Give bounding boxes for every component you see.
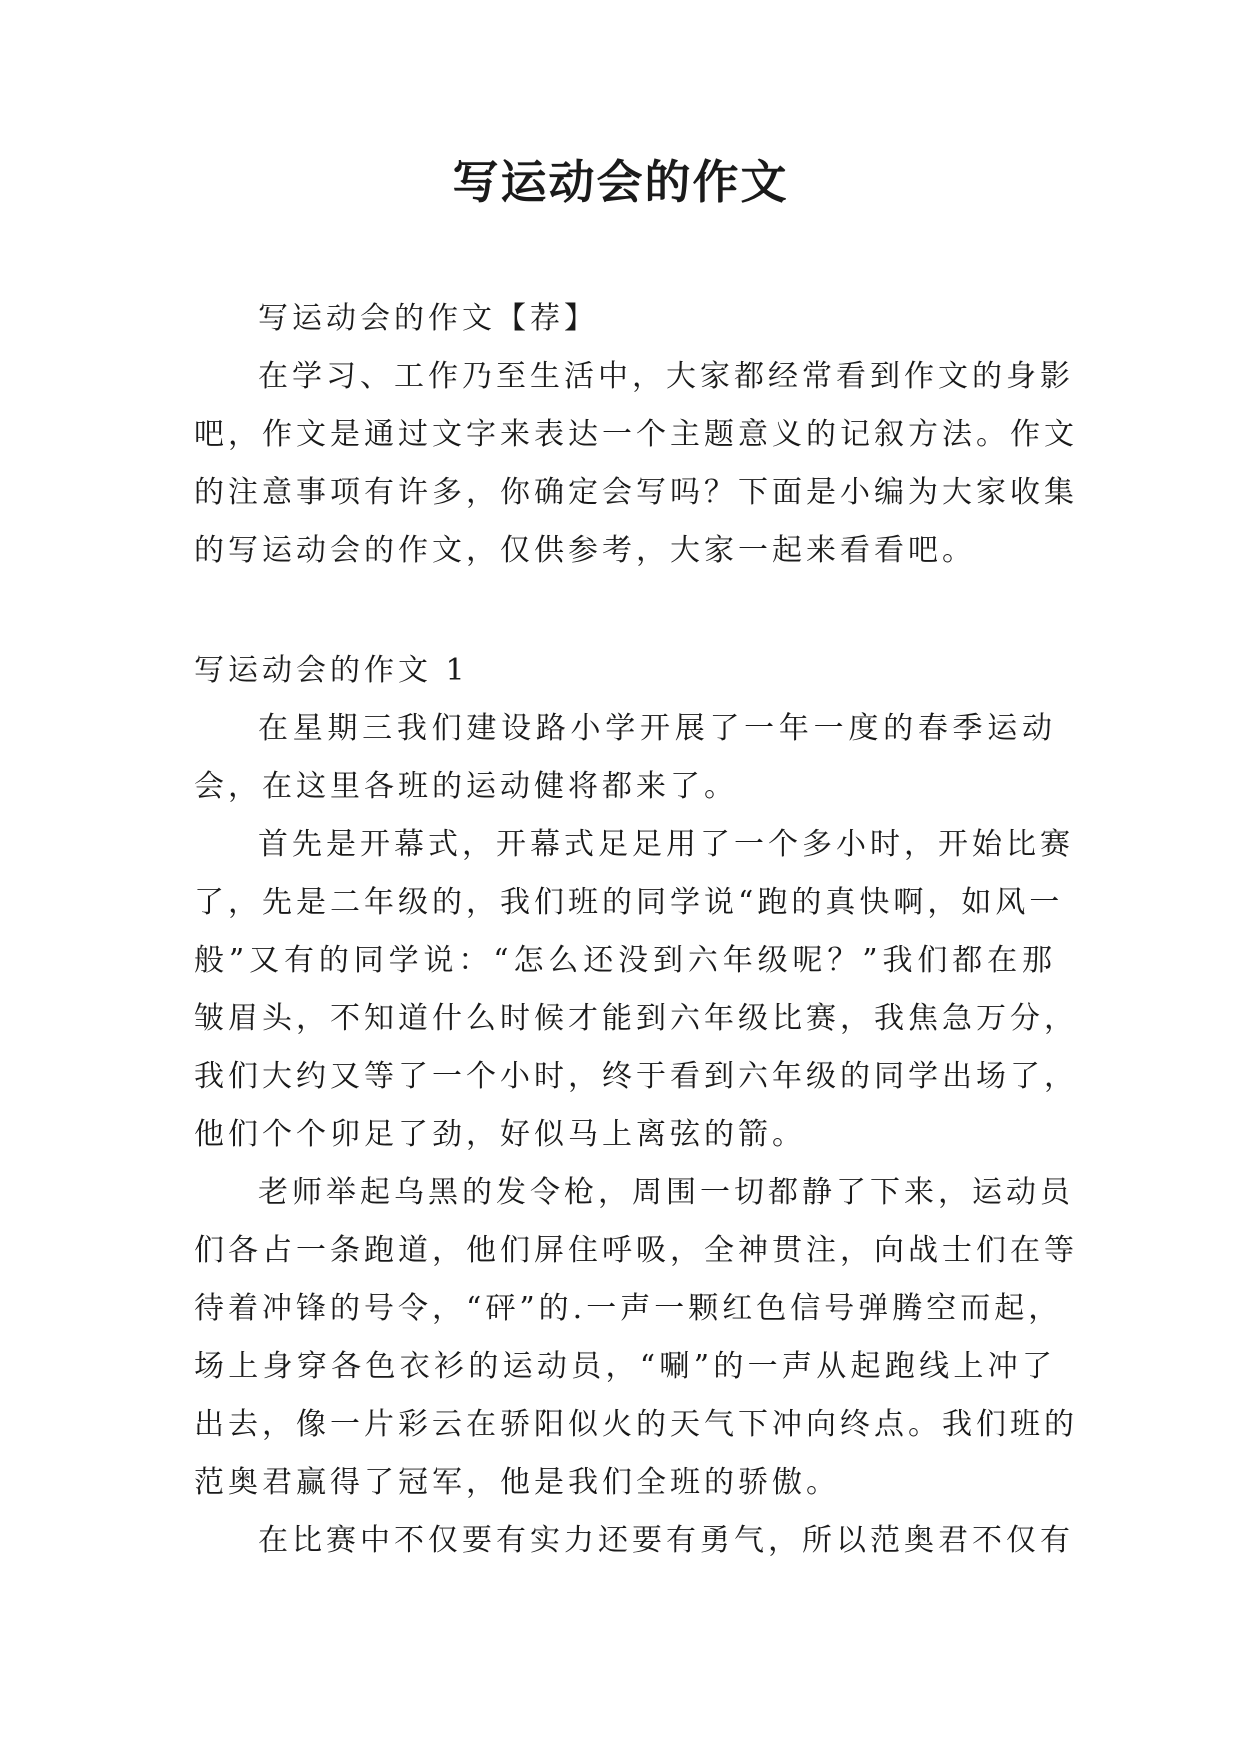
intro-subtitle: 写运动会的作文【荐】 <box>258 301 598 336</box>
paragraph-line: 首先是开幕式，开幕式足足用了一个多小时，开始比赛 <box>258 827 1074 862</box>
paragraph-line: 吧，作文是通过文字来表达一个主题意义的记叙方法。作文 <box>194 417 1078 452</box>
document-title: 写运动会的作文 <box>452 155 789 209</box>
paragraph-line: 了，先是二年级的，我们班的同学说“跑的真快啊，如风一 <box>194 885 1064 920</box>
paragraph-line: 在比赛中不仅要有实力还要有勇气，所以范奥君不仅有 <box>258 1523 1074 1558</box>
paragraph-line: 出去，像一片彩云在骄阳似火的天气下冲向终点。我们班的 <box>194 1407 1078 1442</box>
essay-section <box>194 642 1078 1570</box>
paragraph-line: 般”又有的同学说：“怎么还没到六年级呢？”我们都在那 <box>194 943 1056 978</box>
paragraph-line: 他们个个卯足了劲，好似马上离弦的箭。 <box>194 1117 806 1152</box>
paragraph-line: 在学习、工作乃至生活中，大家都经常看到作文的身影 <box>258 359 1074 394</box>
paragraph-line: 在星期三我们建设路小学开展了一年一度的春季运动 <box>258 711 1056 746</box>
paragraph-line: 会，在这里各班的运动健将都来了。 <box>194 769 738 804</box>
paragraph-line: 场上身穿各色衣衫的运动员，“唰”的一声从起跑线上冲了 <box>194 1349 1056 1384</box>
intro-paragraph <box>194 348 1078 580</box>
essay-paragraph <box>194 1512 1074 1570</box>
intro-section <box>194 290 1078 580</box>
essay-heading: 写运动会的作文 1 <box>194 653 469 688</box>
paragraph-line: 老师举起乌黑的发令枪，周围一切都静了下来，运动员 <box>258 1175 1074 1210</box>
paragraph-line: 皱眉头，不知道什么时候才能到六年级比赛，我焦急万分， <box>194 1001 1078 1036</box>
paragraph-line: 我们大约又等了一个小时，终于看到六年级的同学出场了， <box>194 1059 1078 1094</box>
paragraph-line: 们各占一条跑道，他们屏住呼吸，全神贯注，向战士们在等 <box>194 1233 1078 1268</box>
paragraph-line: 范奥君赢得了冠军，他是我们全班的骄傲。 <box>194 1465 840 1500</box>
paragraph-line: 的注意事项有许多，你确定会写吗？下面是小编为大家收集 <box>194 475 1078 510</box>
essay-paragraph <box>194 816 1078 1164</box>
essay-paragraph <box>194 700 1056 816</box>
essay-paragraph <box>194 1164 1078 1512</box>
paragraph-line: 待着冲锋的号令，“砰”的.一声一颗红色信号弹腾空而起， <box>194 1291 1063 1326</box>
paragraph-line: 的写运动会的作文，仅供参考，大家一起来看看吧。 <box>194 533 976 568</box>
